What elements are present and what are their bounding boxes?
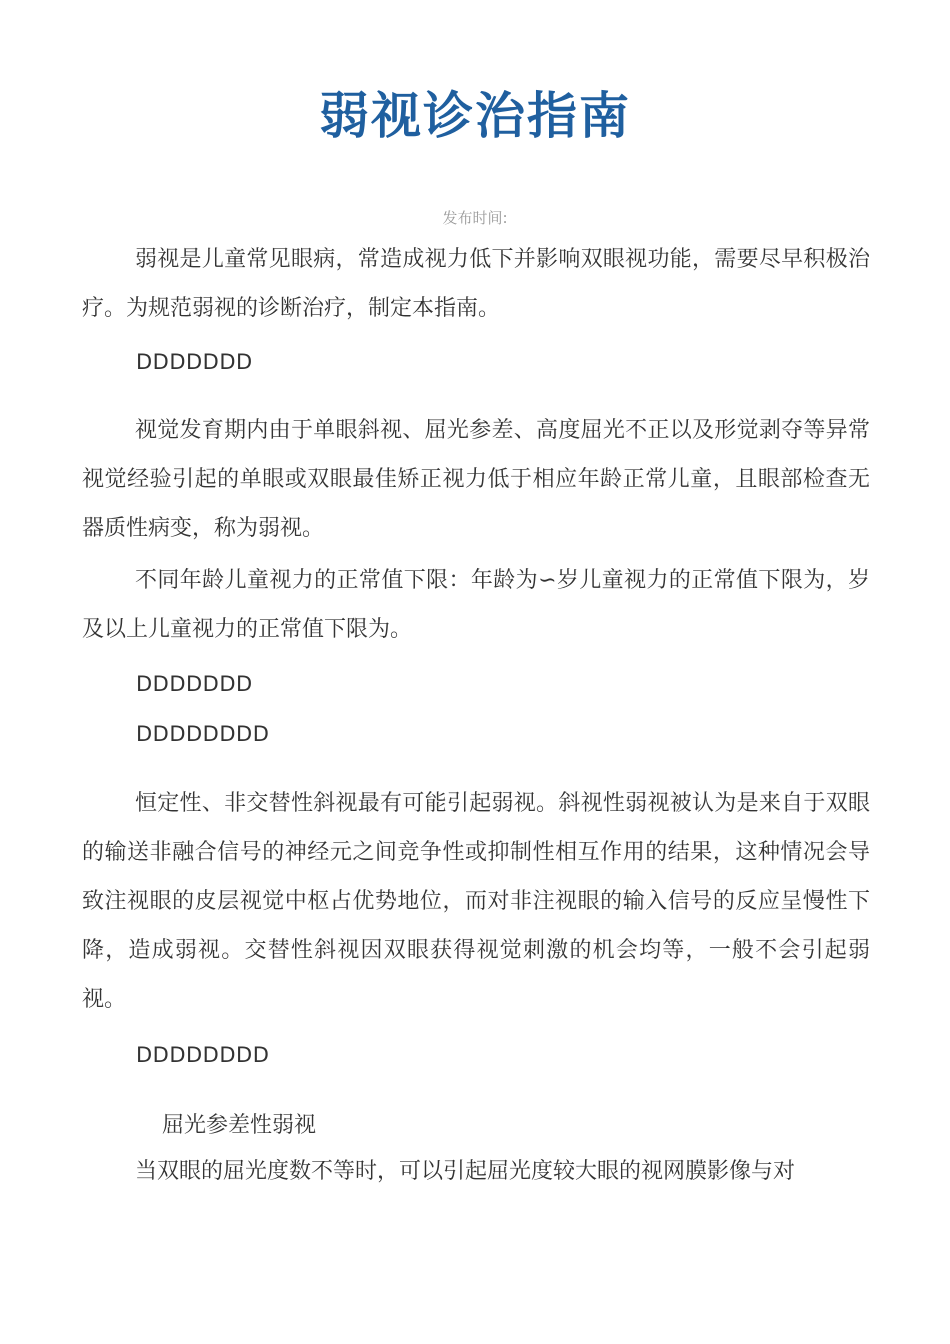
intro-paragraph: 弱视是儿童常见眼病，常造成视力低下并影响双眼视功能，需要尽早积极治疗。为规范弱视的诊断治疗，制定本指南。	[82, 247, 870, 321]
page-title: 弱视诊治指南	[319, 87, 631, 145]
section-subheading: 屈光参差性弱视	[162, 1113, 317, 1138]
placeholder-line: DDDDDDDD	[136, 1043, 270, 1067]
definition-paragraph: 视觉发育期内由于单眼斜视、屈光参差、高度屈光不正以及形觉剥夺等异常视觉经验引起的单眼或双眼最佳矫正视力低于相应年龄正常儿童，且眼部检查无器质性病变，称为弱视。	[82, 418, 870, 541]
publish-time-label: 发布时间:	[442, 209, 508, 227]
placeholder-line: DDDDDDDD	[136, 722, 270, 746]
placeholder-line: DDDDDDD	[136, 350, 253, 374]
anisometropic-paragraph: 当双眼的屈光度数不等时，可以引起屈光度较大眼的视网膜影像与对	[135, 1159, 796, 1184]
vision-standard-paragraph: 不同年龄儿童视力的正常值下限：年龄为∽岁儿童视力的正常值下限为，岁及以上儿童视力的正常值下限为。	[82, 568, 870, 642]
placeholder-line: DDDDDDD	[136, 672, 253, 696]
strabismic-amblyopia-paragraph: 恒定性、非交替性斜视最有可能引起弱视。斜视性弱视被认为是来自于双眼的输送非融合信号的神经元之间竞争性或抑制性相互作用的结果，这种情况会导致注视眼的皮层视觉中枢占优势地位，而对非注视眼的输入信号的反应呈慢性下降，造成弱视。交替性斜视因双眼获得视觉刺激的机会均等，一般不会引起弱视。	[82, 791, 870, 1012]
